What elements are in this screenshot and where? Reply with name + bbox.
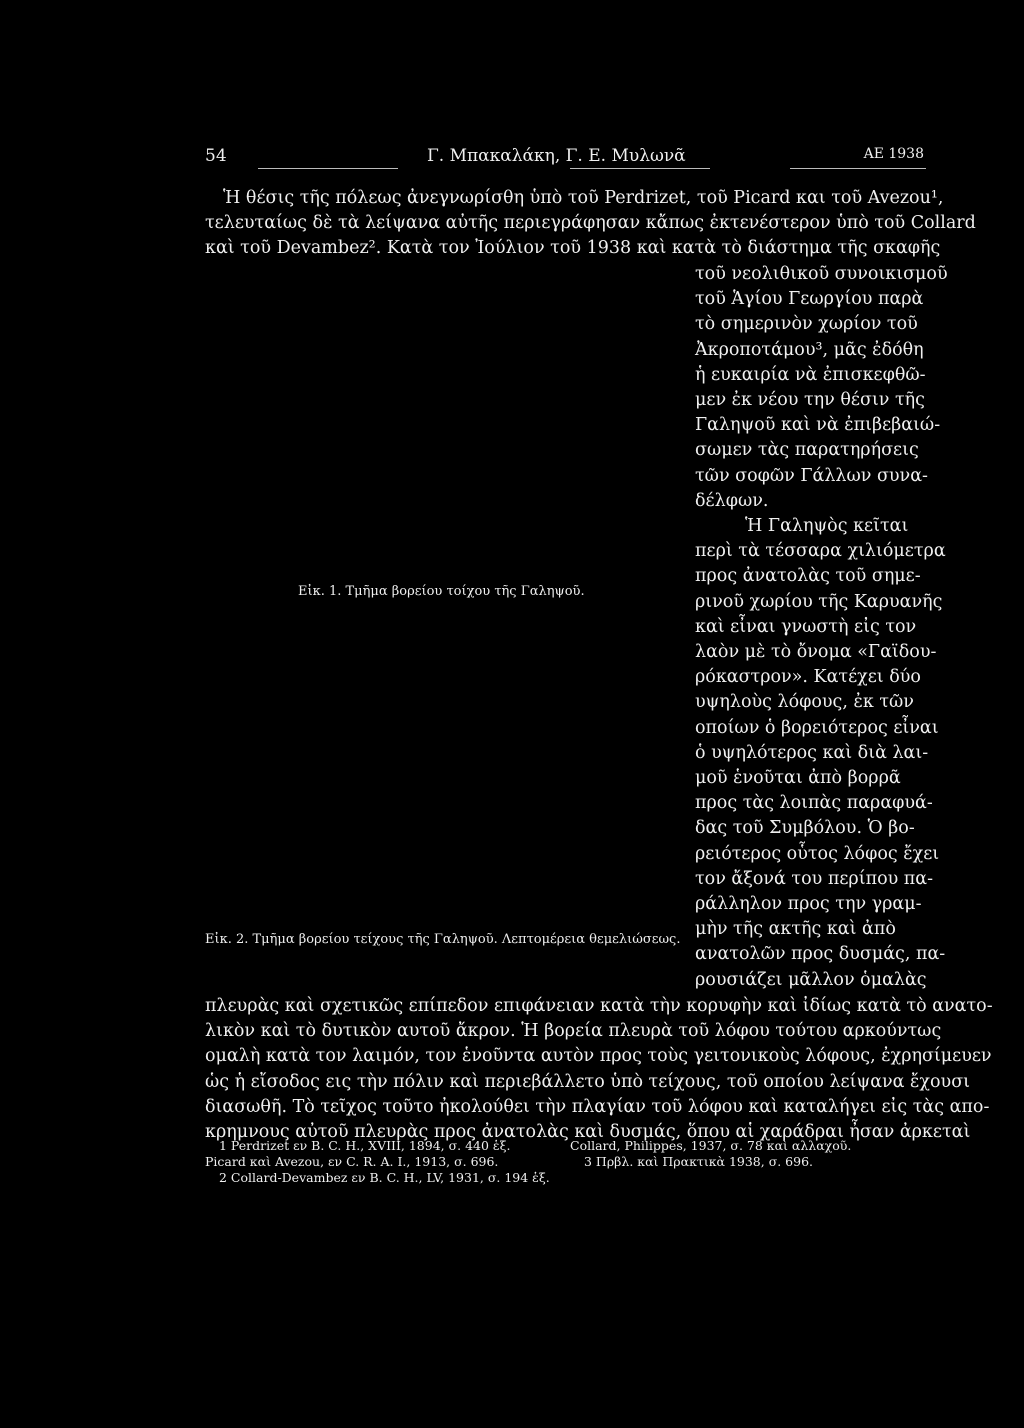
text-line: οποίων ὁ βορειότερος εἶναι (695, 717, 939, 738)
text-line: ὁ υψηλότερος καὶ διὰ λαι- (695, 742, 929, 763)
side-column (695, 262, 948, 993)
text-line: ἡ ευκαιρία νὰ ἐπισκεφθῶ- (695, 364, 926, 385)
footnote: 2 Collard-Devambez εν B. C. H., LV, 1931, σ. 194 ἑξ. (219, 1170, 550, 1185)
text-line: μοῦ ἑνοῦται ἀπὸ βορρᾶ (695, 768, 901, 789)
running-header (0, 146, 1024, 176)
text-line: Ἡ Γαληψὸς κεῖται (745, 516, 909, 537)
figure-2-caption: Εἰκ. 2. Τμῆμα βορείου τείχους τῆς Γαληψοῦ. Λεπτομέρεια θεμελιώσεως. (205, 932, 681, 947)
header-rule-left (258, 168, 398, 169)
text-line: προς ἀνατολὰς τοῦ σημε- (695, 566, 921, 587)
footnote: Picard καὶ Avezou, εν C. R. A. I., 1913, σ. 696. (205, 1154, 499, 1169)
text-line: Ἡ θέσις τῆς πόλεως ἀνεγνωρίσθη ὑπὸ τοῦ Perdrizet, τοῦ Picard και τοῦ Avezou¹, (223, 188, 944, 208)
text-line: πλευρὰς καὶ σχετικῶς επίπεδον επιφάνειαν κατὰ τὴν κορυφὴν καὶ ἰδίως κατὰ τὸ ανατο- (205, 996, 993, 1016)
text-line: ὡς ἡ εἴσοδος εις τὴν πόλιν καὶ περιεβάλλετο ὑπὸ τείχους, τοῦ οποίου λείψανα ἔχουσι (205, 1071, 971, 1092)
header-rule-right (790, 168, 926, 169)
header-rule-mid (570, 168, 710, 169)
text-line: τοῦ νεολιθικοῦ συνοικισμοῦ (695, 264, 948, 284)
body-paragraph (205, 994, 993, 1145)
text-line: τοῦ Ἁγίου Γεωργίου παρὰ (695, 289, 924, 310)
authors: Γ. Μπακαλάκη, Γ. Ε. Μυλωνᾶ (427, 146, 686, 166)
text-line: τῶν σοφῶν Γάλλων συνα- (695, 465, 928, 486)
text-line: ρόκαστρον». Κατέχει δύο (695, 667, 921, 688)
figure-1-caption: Εἰκ. 1. Τμῆμα βορείου τοίχου τῆς Γαληψοῦ. (298, 584, 585, 599)
text-line: δας τοῦ Συμβόλου. Ὁ βο- (695, 818, 915, 839)
text-line: ρινοῦ χωρίου τῆς Καρυανῆς (695, 591, 943, 612)
page-number: 54 (205, 146, 227, 166)
text-line: περὶ τὰ τέσσαρα χιλιόμετρα (695, 541, 946, 562)
text-line: καὶ εἶναι γνωστὴ εἰς τον (695, 616, 917, 637)
text-line: τελευταίως δὲ τὰ λείψανα αὐτῆς περιεγράφησαν κἄπως ἐκτενέστερον ὑπὸ τοῦ Collard (205, 213, 976, 234)
text-line: λαὸν μὲ τὸ ὄνομα «Γαϊδου- (695, 642, 937, 663)
text-line: μὴν τῆς ακτῆς καὶ ἀπὸ (695, 919, 896, 940)
text-line: λικὸν καὶ τὸ δυτικὸν αυτοῦ ἄκρον. Ἡ βορεία πλευρὰ τοῦ λόφου τούτου αρκούντως (205, 1021, 942, 1042)
text-line: διασωθῆ. Τὸ τεῖχος τοῦτο ἠκολούθει τὴν πλαγίαν τοῦ λόφου καὶ καταλήγει εἰς τὰς απο- (205, 1096, 990, 1117)
text-line: δέλφων. (695, 490, 769, 511)
text-line: ρειότερος οὗτος λόφος ἔχει (695, 843, 940, 864)
journal-ref: ΑΕ 1938 (863, 146, 924, 162)
text-line: ρουσιάζει μᾶλλον ὁμαλὰς (695, 969, 927, 990)
text-line: Γαληψοῦ καὶ νὰ ἐπιβεβαιώ- (695, 415, 941, 436)
intro-paragraph (205, 186, 976, 262)
text-line: σωμεν τὰς παρατηρήσεις (695, 440, 919, 461)
footnotes-right (570, 1138, 851, 1170)
text-line: ράλληλον προς την γραμ- (695, 894, 922, 915)
text-line: προς τὰς λοιπὰς παραφυά- (695, 793, 933, 814)
footnote: 3 Πρβλ. καὶ Πρακτικὰ 1938, σ. 696. (584, 1154, 814, 1169)
text-line: καὶ τοῦ Devambez². Κατὰ τον Ἰούλιον τοῦ 1938 καὶ κατὰ τὸ διάστημα τῆς σκαφῆς (205, 238, 941, 259)
text-line: ανατολῶν προς δυσμάς, πα- (695, 944, 946, 965)
footnotes-left (205, 1138, 550, 1186)
text-line: κρημνους αὐτοῦ πλευρὰς προς ἀνατολὰς καὶ δυσμάς, ὅπου αἱ χαράδραι ἦσαν ἀρκεταὶ (205, 1122, 971, 1143)
text-line: Ἀκροποτάμου³, μᾶς ἐδόθη (695, 339, 924, 360)
text-line: υψηλοὺς λόφους, ἐκ τῶν (695, 692, 914, 713)
footnote: Collard, Philippes, 1937, σ. 78 καὶ αλλαχοῦ. (570, 1138, 852, 1153)
text-line: τὸ σημερινὸν χωρίον τοῦ (695, 314, 918, 335)
text-line: ομαλὴ κατὰ τον λαιμόν, τον ἑνοῦντα αυτὸν προς τοὺς γειτονικοὺς λόφους, ἐχρησίμευεν (205, 1046, 992, 1067)
footnote: 1 Perdrizet εν B. C. H., XVIII, 1894, σ. 440 ἑξ. (219, 1138, 511, 1153)
text-line: τον ἄξονά του περίπου πα- (695, 868, 934, 889)
text-line: μεν ἐκ νέου την θέσιν τῆς (695, 390, 925, 411)
